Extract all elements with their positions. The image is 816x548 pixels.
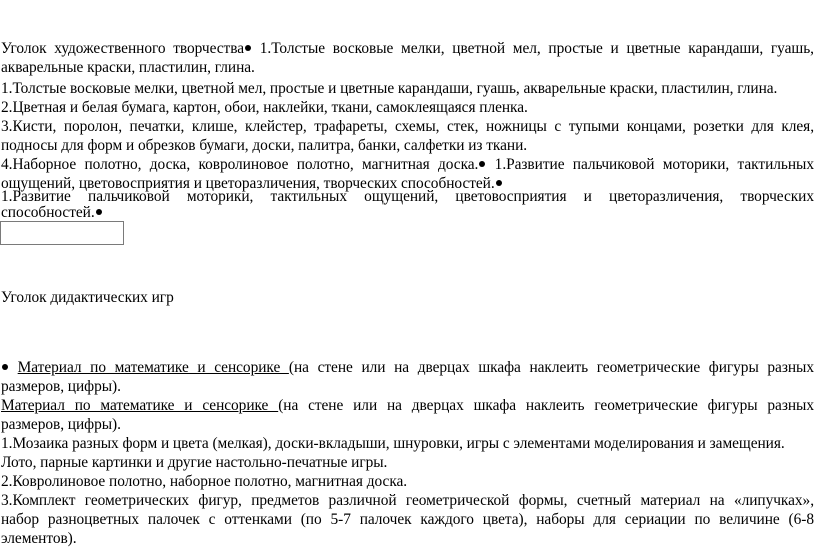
math-material-line-2 (1, 397, 814, 415)
art-goal-inline: 1.Развитие пальчиковой моторики, тактильных (494, 156, 814, 173)
bullet-icon (479, 161, 485, 167)
art-item-1: 1.Толстые восковые мелки, цветной мел, простые и цветные карандаши, гуашь, акварельные краски, пластилин, глина. (1, 80, 778, 97)
didactic-item-3: 3.Комплект геометрических фигур, предметов различной геометрической формы, счетный материал на «липучках», (1, 492, 814, 509)
art-item-inline: 1.Толстые восковые мелки, цветной мел, простые и цветные карандаши, гуашь, (259, 40, 814, 57)
didactic-item-2: 2.Ковролиновое полотно, наборное полотно, магнитная доска. (1, 473, 408, 490)
art-corner-heading-line (1, 40, 814, 58)
math-material-desc-cont: размеров, цифры). (1, 378, 121, 395)
art-corner-title: Уголок художественного творчества (1, 40, 245, 57)
bullet-icon (2, 364, 8, 370)
math-material-line-1 (1, 359, 814, 377)
art-item-3-cont: подносы для форм и обрезков бумаги, доски, палитра, банки, салфетки из ткани. (1, 137, 528, 154)
didactic-corner-title: Уголок дидактических игр (1, 289, 174, 306)
bullet-icon (245, 45, 251, 51)
art-item-4-line (1, 156, 814, 174)
art-item-4: 4.Наборное полотно, доска, ковролиновое полотно, магнитная доска. (1, 156, 479, 173)
empty-text-box[interactable] (0, 221, 124, 245)
math-material-desc-2: (на стене или на дверцах шкафа наклеить геометрические фигуры разных (278, 397, 814, 414)
art-item-3: 3.Кисти, поролон, печатки, клише, клейстер, трафареты, схемы, стек, ножницы с тупыми концами, розетки для клея, (1, 118, 814, 135)
art-goal-inline-cont: ощущений, цветовосприятия и цветоразличения, творческих способностей. (1, 175, 503, 193)
art-item-inline-cont: акварельные краски, пластилин, глина. (1, 59, 255, 76)
bullet-icon (96, 209, 102, 215)
bullet-icon (496, 180, 502, 186)
art-goal-cont: способностей. (1, 204, 103, 222)
didactic-item-1: 1.Мозаика разных форм и цвета (мелкая), доски-вкладыши, шнуровки, игры с элементами моделирования и замещения. (1, 435, 785, 452)
didactic-item-3-end: элементов). (1, 530, 77, 547)
math-material-label: Материал по математике и сенсорике (17, 359, 289, 376)
didactic-item-1-cont: Лото, парные картинки и другие настольно-печатные игры. (1, 454, 388, 471)
math-material-label-2: Материал по математике и сенсорике (1, 397, 279, 414)
math-material-desc: (на стене или на дверцах шкафа наклеить геометрические фигуры разных (288, 359, 814, 376)
art-goal: 1.Развитие пальчиковой моторики, тактильных ощущений, цветовосприятия и цветоразличения, творческих (1, 188, 814, 205)
math-material-desc-2-cont: размеров, цифры). (1, 416, 121, 433)
didactic-item-3-cont: набор разноцветных палочек с оттенками (по 5-7 палочек каждого цвета), наборы для сериации по величине (6-8 (1, 511, 814, 528)
art-item-2: 2.Цветная и белая бумага, картон, обои, наклейки, ткани, самоклеящаяся пленка. (1, 99, 528, 116)
